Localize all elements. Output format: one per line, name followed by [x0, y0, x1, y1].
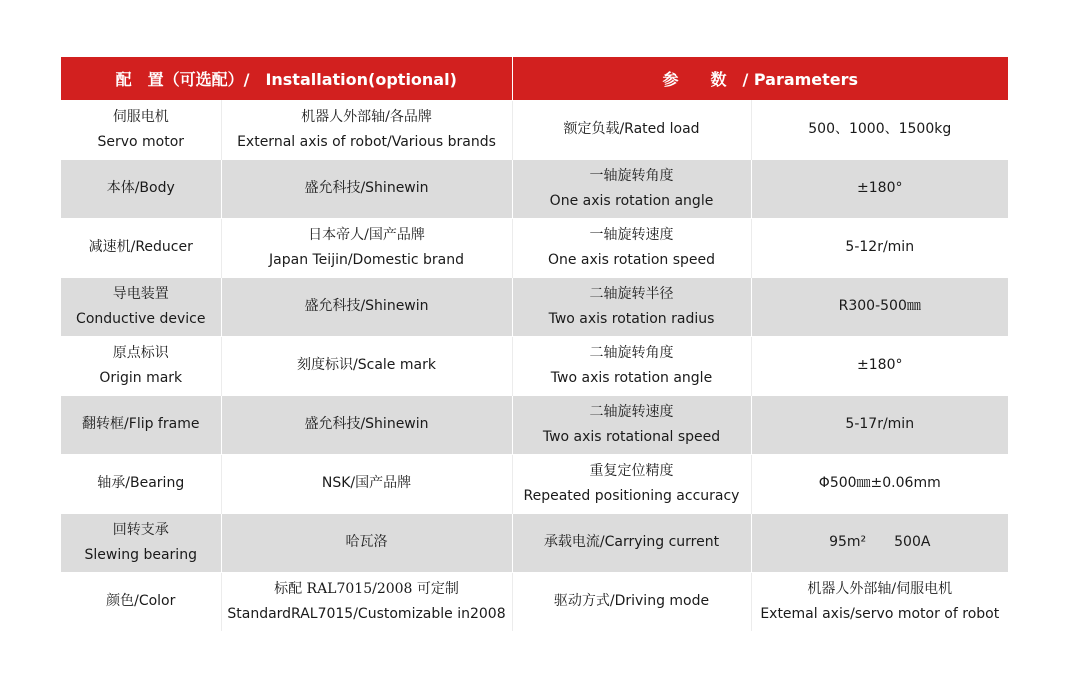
- parameter-name-cell: [512, 219, 751, 278]
- installation-value-text: Japan Teijin/Domestic brand: [269, 252, 464, 268]
- header-installation: 配 置（可选配）/ Installation(optional): [61, 57, 512, 101]
- parameter-name-text: Two axis rotational speed: [542, 429, 721, 445]
- parameter-value-text: ±180°: [857, 180, 903, 197]
- table-row: [61, 160, 1008, 219]
- parameter-name-text: Two axis rotation radius: [548, 311, 715, 327]
- parameter-value-cell: [751, 278, 1008, 337]
- parameter-name-cell: [512, 101, 751, 160]
- parameter-name-text: 额定负载/Rated load: [563, 121, 700, 138]
- table-row: [61, 278, 1008, 337]
- parameter-value-cell: [751, 514, 1008, 573]
- installation-value-text: 盛允科技/Shinewin: [304, 416, 429, 433]
- installation-value-text: 盛允科技/Shinewin: [304, 180, 429, 197]
- installation-name-cell: [61, 278, 221, 337]
- installation-name-text: 本体/Body: [106, 180, 175, 197]
- parameter-value-cell: [751, 396, 1008, 455]
- installation-value-text: 盛允科技/Shinewin: [304, 298, 429, 315]
- installation-name-text: Slewing bearing: [84, 547, 197, 563]
- parameter-value-text: R300-500㎜: [838, 298, 921, 315]
- parameter-name-cell: [512, 396, 751, 455]
- parameter-name-text: One axis rotation angle: [549, 193, 714, 209]
- parameter-name-cell: [512, 337, 751, 396]
- installation-value-cell: [221, 514, 512, 573]
- installation-name-text: 颜色/Color: [106, 593, 176, 610]
- parameter-name-text: Repeated positioning accuracy: [523, 488, 740, 504]
- parameter-value-text: 5-12r/min: [845, 239, 915, 256]
- parameter-name-cell: [512, 160, 751, 219]
- installation-name-text: 轴承/Bearing: [97, 475, 185, 492]
- parameter-name-text: 驱动方式/Driving mode: [553, 593, 710, 610]
- installation-name-text: 回转支承: [112, 521, 169, 538]
- parameter-name-text: 承载电流/Carrying current: [543, 534, 720, 551]
- installation-name-text: 原点标识: [112, 344, 169, 361]
- installation-value-cell: [221, 573, 512, 632]
- installation-value-text: 刻度标识/Scale mark: [297, 357, 436, 374]
- table-row: [61, 455, 1008, 514]
- installation-name-text: 翻转框/Flip frame: [82, 416, 200, 433]
- parameter-value-text: Extemal axis/servo motor of robot: [760, 606, 1000, 622]
- parameter-name-text: 一轴旋转角度: [589, 167, 674, 184]
- parameter-value-text: Φ500㎜±0.06mm: [818, 475, 941, 492]
- spec-table: [61, 57, 1008, 631]
- installation-name-text: 导电装置: [112, 285, 169, 302]
- parameter-name-text: 一轴旋转速度: [589, 226, 674, 243]
- table-row: [61, 396, 1008, 455]
- installation-name-text: Servo motor: [97, 134, 185, 150]
- installation-name-cell: [61, 219, 221, 278]
- table-row: [61, 514, 1008, 573]
- installation-name-cell: [61, 101, 221, 160]
- installation-value-text: StandardRAL7015/Customizable in2008: [227, 606, 506, 622]
- parameter-name-text: 二轴旋转速度: [589, 403, 674, 420]
- parameter-name-text: One axis rotation speed: [547, 252, 716, 268]
- parameter-value-text: 95m² 500A: [829, 534, 931, 551]
- installation-name-cell: [61, 396, 221, 455]
- parameter-value-cell: [751, 219, 1008, 278]
- installation-name-text: Origin mark: [99, 370, 183, 386]
- parameter-name-text: Two axis rotation angle: [550, 370, 713, 386]
- parameter-value-text: 5-17r/min: [845, 416, 915, 433]
- installation-name-text: Conductive device: [76, 311, 206, 327]
- parameter-value-cell: [751, 101, 1008, 160]
- parameter-name-cell: [512, 514, 751, 573]
- table-header-row: [61, 57, 1008, 101]
- installation-value-cell: [221, 455, 512, 514]
- table-row: [61, 337, 1008, 396]
- installation-value-text: 日本帝人/国产品牌: [308, 226, 425, 243]
- parameter-name-cell: [512, 455, 751, 514]
- parameter-value-cell: [751, 160, 1008, 219]
- installation-name-cell: [61, 573, 221, 632]
- parameter-value-cell: [751, 337, 1008, 396]
- installation-name-text: 伺服电机: [112, 108, 169, 125]
- installation-name-cell: [61, 337, 221, 396]
- parameter-name-cell: [512, 573, 751, 632]
- installation-value-text: NSK/国产品牌: [321, 475, 412, 492]
- installation-value-cell: [221, 396, 512, 455]
- parameter-value-text: ±180°: [857, 357, 903, 374]
- installation-value-cell: [221, 278, 512, 337]
- table-row: [61, 219, 1008, 278]
- installation-name-text: 减速机/Reducer: [88, 239, 193, 256]
- parameter-value-text: 500、1000、1500kg: [808, 121, 952, 138]
- parameter-name-text: 二轴旋转半径: [589, 285, 674, 302]
- parameter-name-text: 重复定位精度: [589, 462, 674, 479]
- installation-value-cell: [221, 219, 512, 278]
- installation-value-text: External axis of robot/Various brands: [237, 134, 496, 150]
- parameter-name-cell: [512, 278, 751, 337]
- parameter-value-cell: [751, 455, 1008, 514]
- installation-name-cell: [61, 455, 221, 514]
- installation-value-cell: [221, 101, 512, 160]
- parameter-value-cell: [751, 573, 1008, 632]
- installation-name-cell: [61, 160, 221, 219]
- table-row: [61, 573, 1008, 632]
- parameter-name-text: 二轴旋转角度: [589, 344, 674, 361]
- table-row: [61, 101, 1008, 160]
- installation-value-cell: [221, 337, 512, 396]
- parameter-value-text: 机器人外部轴/伺服电机: [807, 580, 953, 597]
- table-body: [61, 101, 1008, 632]
- installation-value-text: 机器人外部轴/各品牌: [301, 108, 432, 125]
- installation-value-text: 标配 RAL7015/2008 可定制: [274, 580, 459, 597]
- installation-name-cell: [61, 514, 221, 573]
- header-parameters: 参 数 / Parameters: [512, 57, 1008, 101]
- installation-value-cell: [221, 160, 512, 219]
- installation-value-text: 哈瓦洛: [345, 534, 388, 551]
